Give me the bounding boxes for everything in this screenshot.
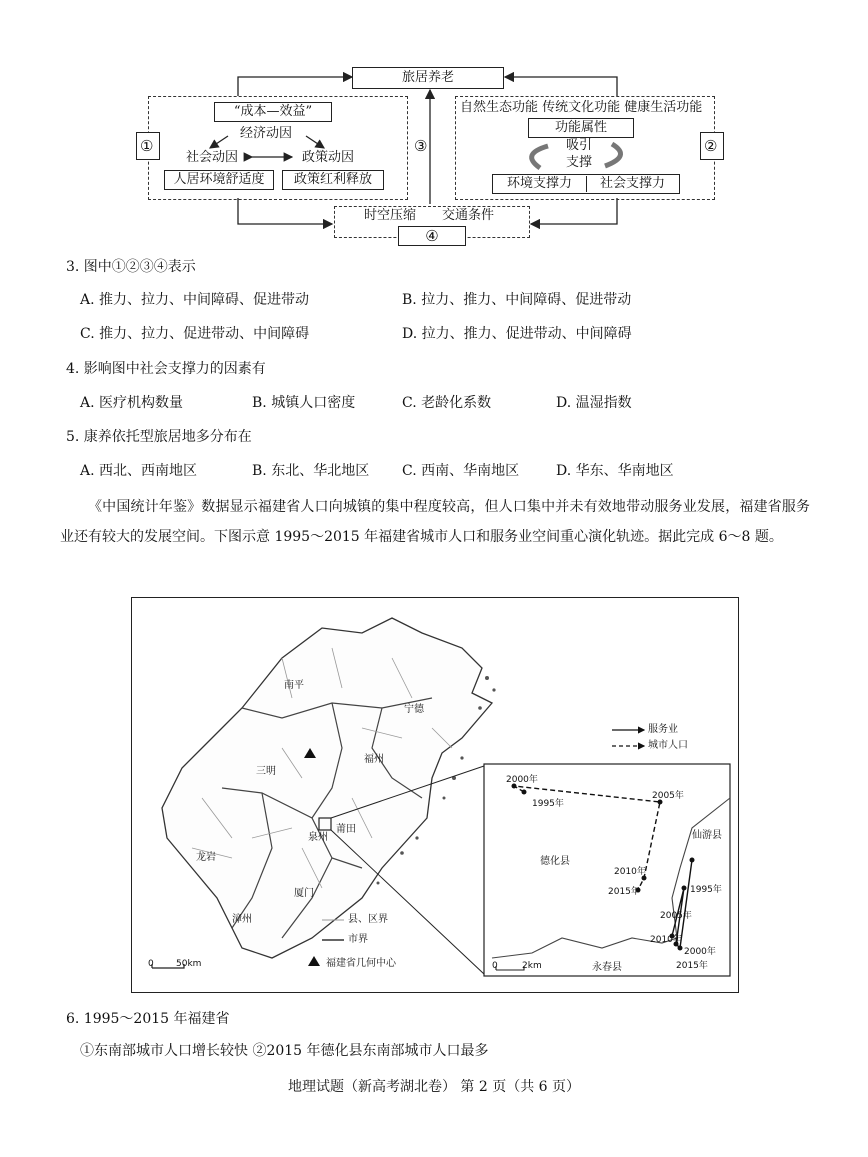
inset-yongchun: 永春县 bbox=[592, 962, 622, 973]
pop-year-2000: 2000年 bbox=[506, 775, 538, 785]
marker-1-box bbox=[136, 132, 160, 160]
marker-4: ④ bbox=[425, 227, 439, 245]
q4-option-d: D. 温湿指数 bbox=[556, 395, 632, 411]
q6-options: ①东南部城市人口增长较快 ②2015 年德化县东南部城市人口最多 bbox=[80, 1043, 489, 1059]
q4-option-b: B. 城镇人口密度 bbox=[252, 395, 356, 411]
top-box bbox=[352, 67, 504, 89]
economic-label: 经济动因 bbox=[240, 126, 293, 141]
city-xiamen: 厦门 bbox=[294, 888, 314, 899]
cost-benefit-label: “成本—效益” bbox=[233, 104, 313, 119]
legend-center-icon bbox=[308, 956, 320, 966]
pop-year-1995: 1995年 bbox=[532, 799, 564, 809]
service-year-2000: 2000年 bbox=[684, 947, 716, 957]
city-putian: 莆田 bbox=[336, 824, 356, 835]
page-footer: 地理试题（新高考湖北卷） 第 2 页（共 6 页） bbox=[287, 1079, 581, 1095]
q5-stem: 5. 康养依托型旅居地多分布在 bbox=[66, 429, 252, 445]
pop-year-2010: 2010年 bbox=[614, 867, 646, 877]
q3-option-d: D. 拉力、推力、促进带动、中间障碍 bbox=[402, 326, 632, 342]
arrow-right-to-bottom bbox=[531, 198, 617, 224]
legend-center-label: 福建省几何中心 bbox=[326, 958, 396, 969]
service-year-2015: 2015年 bbox=[676, 961, 708, 971]
time-label: 时空压缩 bbox=[364, 208, 417, 223]
city-sanming: 三明 bbox=[256, 766, 276, 777]
inset-legend-pop: 城市人口 bbox=[648, 740, 688, 751]
q3-option-b: B. 拉力、推力、中间障碍、促进带动 bbox=[402, 292, 632, 308]
q3-stem: 3. 图中①②③④表示 bbox=[66, 259, 196, 275]
pop-year-2015: 2015年 bbox=[608, 887, 640, 897]
q5-option-a: A. 西北、西南地区 bbox=[80, 463, 198, 479]
inset-dehua: 德化县 bbox=[540, 856, 570, 867]
marker-2-box bbox=[700, 132, 724, 160]
city-ningde: 宁德 bbox=[404, 704, 424, 715]
city-fuzhou: 福州 bbox=[364, 754, 384, 765]
society-label: 社会支撑力 bbox=[599, 176, 665, 191]
support-label: 支撑 bbox=[566, 155, 593, 170]
traffic-label: 交通条件 bbox=[442, 208, 495, 223]
q4-option-c: C. 老龄化系数 bbox=[402, 395, 492, 411]
env-label: 环境支撑力 bbox=[493, 176, 587, 192]
arrow-right-to-top bbox=[505, 77, 617, 96]
marker-4-box bbox=[398, 226, 466, 246]
map-svg bbox=[132, 598, 738, 992]
q3-option-c: C. 推力、拉力、促进带动、中间障碍 bbox=[80, 326, 310, 342]
passage-text: 《中国统计年鉴》数据显示福建省人口向城镇的集中程度较高，但人口集中并未有效地带动服务业发展，福建省服务业还有较大的发展空间。下图示意 1995～2015 年福建省城市人口和服务业空间重心演化轨迹。据此完成 6～8 题。 bbox=[60, 499, 810, 545]
q5-option-b: B. 东北、华北地区 bbox=[252, 463, 370, 479]
service-year-2005: 2005年 bbox=[660, 911, 692, 921]
city-nanping: 南平 bbox=[284, 680, 304, 691]
attract-label: 吸引 bbox=[566, 138, 593, 153]
city-zhangzhou: 漳州 bbox=[232, 914, 252, 925]
pop-year-2005: 2005年 bbox=[652, 791, 684, 801]
comfort-label: 人居环境舒适度 bbox=[173, 172, 265, 187]
policy-label: 政策动因 bbox=[302, 150, 355, 165]
marker-1: ① bbox=[140, 137, 154, 155]
inset-scale-label: 2km bbox=[522, 961, 542, 971]
inset-xianyou: 仙游县 bbox=[692, 830, 722, 841]
dividend-label: 政策红利释放 bbox=[293, 172, 372, 187]
inset-legend-service: 服务业 bbox=[648, 724, 678, 735]
q5-option-d: D. 华东、华南地区 bbox=[556, 463, 674, 479]
cost-benefit-box bbox=[214, 102, 332, 122]
service-year-2010: 2010年 bbox=[650, 935, 682, 945]
q4-option-a: A. 医疗机构数量 bbox=[80, 395, 184, 411]
support-box bbox=[492, 174, 680, 194]
fujian-outline bbox=[162, 618, 492, 958]
marker-2: ② bbox=[704, 137, 718, 155]
arrow-left-to-top bbox=[238, 77, 352, 96]
map-frame bbox=[131, 597, 739, 993]
comfort-box bbox=[164, 170, 274, 190]
top-label: 旅居养老 bbox=[401, 70, 454, 85]
attribute-label: 功能属性 bbox=[554, 120, 607, 135]
service-year-1995: 1995年 bbox=[690, 885, 722, 895]
dividend-box bbox=[282, 170, 384, 190]
map-scale-label: 50km bbox=[176, 959, 202, 969]
q6-stem: 6. 1995～2015 年福建省 bbox=[66, 1011, 230, 1027]
arrow-left-to-bottom bbox=[238, 198, 332, 224]
marker-3: ③ bbox=[414, 137, 428, 155]
q4-stem: 4. 影响图中社会支撑力的因素有 bbox=[66, 361, 266, 377]
city-longyan: 龙岩 bbox=[196, 852, 216, 863]
attribute-box bbox=[528, 118, 634, 138]
inset-scale-zero: 0 bbox=[492, 961, 498, 971]
q5-option-c: C. 西南、华南地区 bbox=[402, 463, 520, 479]
q3-option-a: A. 推力、拉力、中间障碍、促进带动 bbox=[80, 292, 310, 308]
legend-city-label: 市界 bbox=[348, 934, 368, 945]
map-scale-zero: 0 bbox=[148, 959, 154, 969]
city-quanzhou: 泉州 bbox=[308, 832, 328, 843]
legend-county-label: 县、区界 bbox=[348, 914, 388, 925]
social-label: 社会动因 bbox=[186, 150, 239, 165]
functions-label: 自然生态功能 传统文化功能 健康生活功能 bbox=[460, 100, 703, 115]
